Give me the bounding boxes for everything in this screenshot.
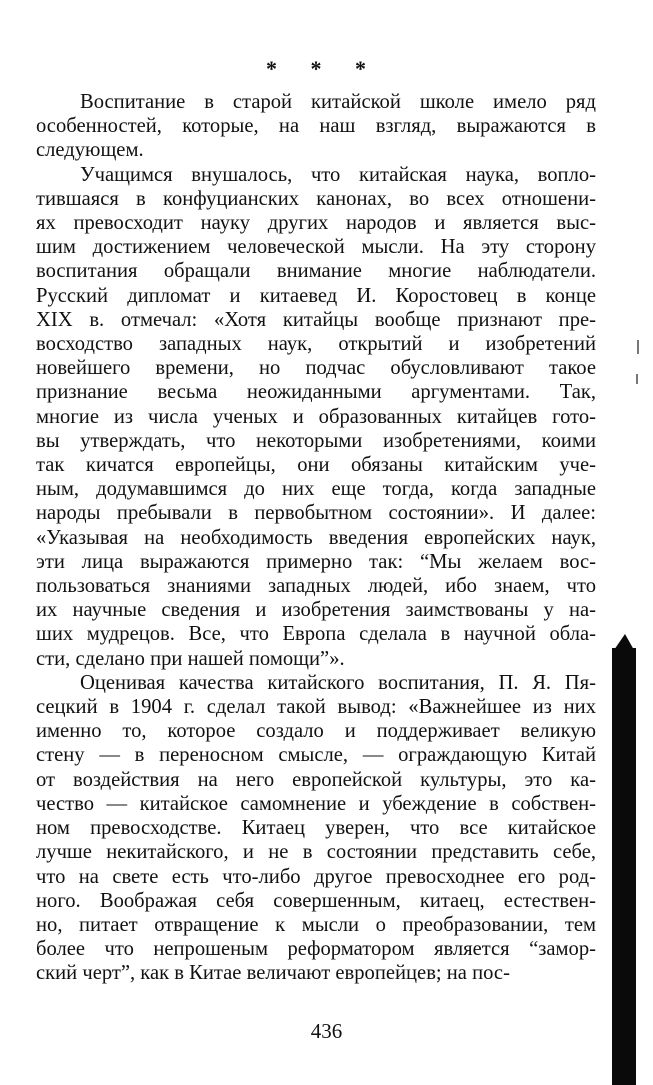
text-line: тившаяся в конфуцианских канонах, во всех отношени- xyxy=(36,187,596,210)
text-line: ский черт”, как в Китае величают европейцев; на пос- xyxy=(36,962,510,985)
text-line: вы утверждать, что некоторыми изобретениями, коими xyxy=(36,429,596,452)
paragraph xyxy=(36,90,596,163)
text-line: но, питает отвращение к мысли о преобразовании, тем xyxy=(36,913,596,936)
text-line: чество — китайское самомнение и убеждение в собствен- xyxy=(36,792,596,815)
text-line: сецкий в 1904 г. сделал такой вывод: «Важнейшее из них xyxy=(36,696,596,719)
paragraph xyxy=(36,671,596,986)
text-line: ях превосходит науку других народов и является выс- xyxy=(36,212,596,235)
text-line: Воспитание в старой китайской школе имело ряд xyxy=(80,91,596,113)
text-line: лучше некитайского, и не в состоянии представить себе, xyxy=(36,841,596,864)
paragraph xyxy=(36,163,596,671)
text-line: «Указывая на необходимость введения европейских наук, xyxy=(36,526,596,549)
page-number: 436 xyxy=(310,1019,343,1043)
text-line: народы пребывали в первобытном состоянии». И далее: xyxy=(36,502,596,525)
text-line: ным, додумавшимся до них еще тогда, когда западные xyxy=(36,478,596,501)
text-line: особенностей, которые, на наш взгляд, выражаются в xyxy=(36,115,596,138)
scan-edge-tick xyxy=(636,374,638,384)
text-line: пользоваться знаниями западных людей, ибо знаем, что xyxy=(36,575,596,598)
text-line: Русский дипломат и китаевед И. Коростовец в конце xyxy=(36,284,596,307)
text-line: воспитания обращали внимание многие наблюдатели. xyxy=(36,260,596,283)
text-line: XIX в. отмечал: «Хотя китайцы вообще признают пре- xyxy=(36,308,596,331)
text-line: именно то, которое создало и поддерживает великую xyxy=(36,720,596,743)
text-line: ших мудрецов. Все, что Европа сделала в научной обла- xyxy=(36,623,596,646)
text-line: их научные сведения и изобретения заимствованы у на- xyxy=(36,599,596,622)
text-line: от воздействия на него европейской культуры, это ка- xyxy=(36,768,596,791)
section-separator: * * * xyxy=(266,56,380,81)
text-line: восходство западных наук, открытий и изобретений xyxy=(36,333,596,356)
text-body xyxy=(36,90,596,986)
text-line: стену — в переносном смысле, — ограждающую Китай xyxy=(36,744,596,767)
text-line: ном превосходстве. Китаец уверен, что все китайское xyxy=(36,817,596,840)
text-line: Учащимся внушалось, что китайская наука, вопло- xyxy=(80,163,596,186)
text-line: шим достижением человеческой мысли. На эту сторону xyxy=(36,236,596,259)
scan-edge-shadow xyxy=(612,648,636,1085)
text-line: Оценивая качества китайского воспитания, П. Я. Пя- xyxy=(80,671,596,694)
page-body xyxy=(36,56,596,986)
text-line: так кичатся европейцы, они обязаны китайским уче- xyxy=(36,454,596,477)
text-line: сти, сделано при нашей помощи”». xyxy=(36,647,345,670)
text-line: что на свете есть что-либо другое превосходнее его род- xyxy=(36,865,596,888)
text-line: многие из числа ученых и образованных китайцев гото- xyxy=(36,405,596,428)
text-line: более что непрошеным реформатором является “замор- xyxy=(36,938,596,961)
scan-edge-tick xyxy=(637,340,639,354)
text-line: новейшего времени, но подчас обусловливают такое xyxy=(36,357,596,380)
text-line: эти лица выражаются примерно так: “Мы желаем вос- xyxy=(36,550,596,573)
text-line: следующем. xyxy=(36,139,144,162)
text-line: признание весьма неожиданными аргументами. Так, xyxy=(36,381,596,404)
text-line: ного. Воображая себя совершенным, китаец, естествен- xyxy=(36,889,596,912)
